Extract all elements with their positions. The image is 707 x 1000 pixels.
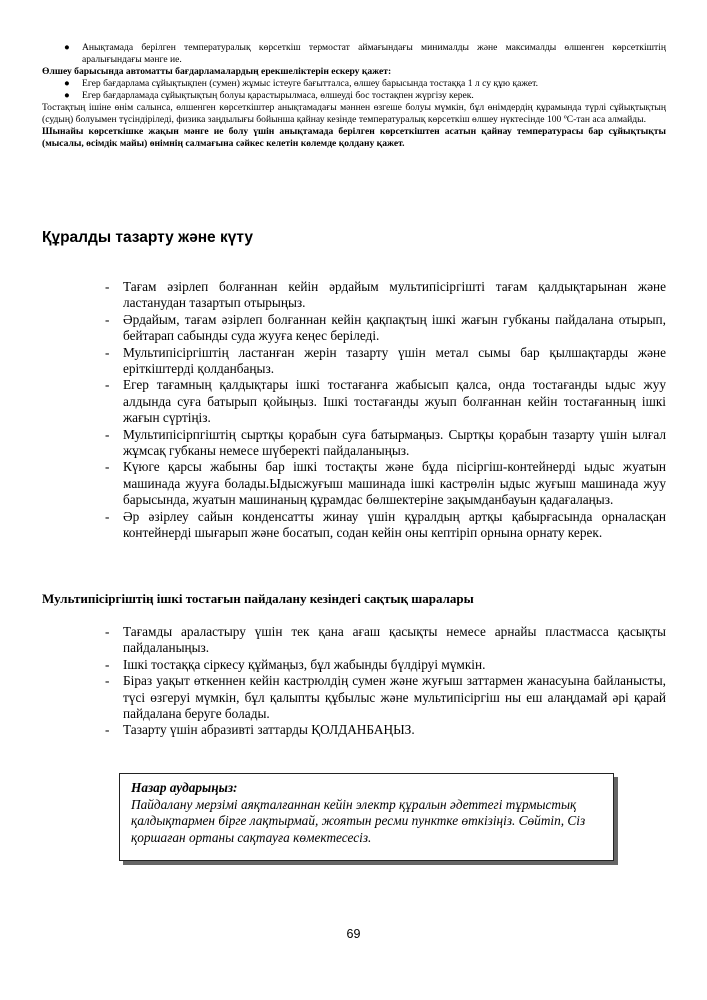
list-item: - Егер тағамның қалдықтары ішкі тостағанға жабысып қалса, онда тостағанды ыдыс жуу алдында суға батырып қойыңыз. Ішкі тостағанды жуып болғаннан кейін тостағанның ішкі жағын сүртіңіз. bbox=[105, 377, 666, 426]
note-title: Назар аударыңыз: bbox=[131, 780, 238, 795]
bullet-icon: ● bbox=[64, 42, 70, 53]
list-item: - Тазарту үшін абразивті заттарды ҚОЛДАНБАҢЫЗ. bbox=[105, 722, 415, 738]
cleaning-list bbox=[105, 279, 666, 542]
list-item: - Ішкі тостаққа сіркесу құймаңыз, бұл жабынды бүлдіруі мүмкін. bbox=[105, 656, 486, 672]
note-body: Пайдалану мерзімі аяқталғаннан кейін электр құралын әдеттегі тұрмыстық қалдықтармен бірге лақтырмай, жоятын ресми пунктке өткізіңіз. Сөйтіп, Сіз қоршаған ортаны сақтауға көмектесесіз. bbox=[131, 797, 586, 845]
safety-list bbox=[105, 624, 666, 739]
list-item: ● Егер бағдарламада сұйықтықтың болуы қарастырылмаса, өлшеуді бос тостақпен жүргізу керек. bbox=[64, 90, 474, 101]
list-item: - Біраз уақыт өткеннен кейін кастрюлдің сумен және жуғыш заттармен жанасуына байланысты, түсі өзгеруі мүмкін, бұл қалыпты құбылыс және мультипісіргіш ны еш алаңдамай әрі қарай пайдалана беруге болады. bbox=[105, 673, 666, 722]
list-item: - Тағамды араластыру үшін тек қана ағаш қасықты немесе арнайы пластмасса қасықты пайдаланыңыз. bbox=[105, 624, 666, 656]
list-item: ● Анықтамада берілген температуралық көрсеткіш термостат аймағындағы минималды және максималды өлшенген көрсеткіштің аралығындағы мәнге ие. bbox=[64, 42, 666, 65]
list-item: - Күюге қарсы жабыны бар ішкі тостақты және бұда пісіргіш-контейнерді ыдыс жуатын машинада жууға болады.Ыдысжуғыш машинада ішкі кастрөлін ыдыс жуғыш машинада жуу барысында, жуатын машинаның құрамдас бөлшектеріне зақымданбауын қадағалаңыз. bbox=[105, 459, 666, 508]
top-section bbox=[42, 42, 666, 150]
body-paragraph: Тостақтың ішіне өнім салынса, өлшенген көрсеткіштер анықтамадағы мәннен өзгеше болуы мүмкін, бұл өнімдердің құрамында түрлі сұйықтықтың (судың) болуымен түсіндіріледі, физика заңдылығы бойынша қайнау кезінде температуралық көрсеткіш өлшеу нүктесінде 100 ºС-тан аса алмайды. bbox=[42, 102, 666, 125]
attention-note-box bbox=[119, 773, 614, 861]
list-item: - Мультипісірпгіштің сыртқы қорабын суға батырмаңыз. Сыртқы қорабын тазарту үшін ылғал жұмсақ губканы немесе шүберекті пайдаланыңыз. bbox=[105, 426, 666, 459]
list-item: - Әр әзірлеу сайын конденсатты жинау үшін құралдың артқы қабырғасында орналасқан контейнерді шығарып және босатып, содан кейін оны кептіріп орнына орнату керек. bbox=[105, 508, 666, 541]
bold-paragraph: Шынайы көрсеткішке жақын мәнге ие болу үшін анықтамада берілген көрсеткіштен асатын қайнау температурасы бар сұйықтықты (мысалы, өсімдік майы) өнімнің салмағына сәйкес келетін көлемде қолдану қажет. bbox=[42, 126, 666, 149]
list-item: ● Егер бағдарлама сұйықтықпен (сумен) жұмыс істеуге бағытталса, өлшеу барысында тостаққа 1 л су құю қажет. bbox=[64, 78, 538, 89]
bullet-icon: ● bbox=[64, 78, 70, 89]
section-title-safety: Мультипісіргіштің ішкі тостағын пайдалану кезіндегі сақтық шаралары bbox=[42, 591, 474, 606]
list-item: - Әрдайым, тағам әзірлеп болғаннан кейін қақпақтың ішкі жағын губканы пайдалана отырып, бейтарап сабынды суда жууға кеңес беріледі. bbox=[105, 311, 666, 344]
list-item: - Тағам әзірлеп болғаннан кейін әрдайым мультипісіргішті тағам қалдықтарынан және ластанудан тазартып отырыңыз. bbox=[105, 279, 666, 311]
bullet-icon: ● bbox=[64, 90, 70, 101]
page-number: 69 bbox=[346, 927, 361, 941]
section-title-cleaning: Құралды тазарту және күту bbox=[42, 229, 253, 246]
program-heading: Өлшеу барысында автоматты бағдарламалардың ерекшеліктерін ескеру қажет: bbox=[42, 66, 392, 77]
list-item: - Мультипісіргіштің ластанған жерін тазарту үшін метал сымы бар қылшақтарды және еріткіштерді қолданбаңыз. bbox=[105, 344, 666, 377]
